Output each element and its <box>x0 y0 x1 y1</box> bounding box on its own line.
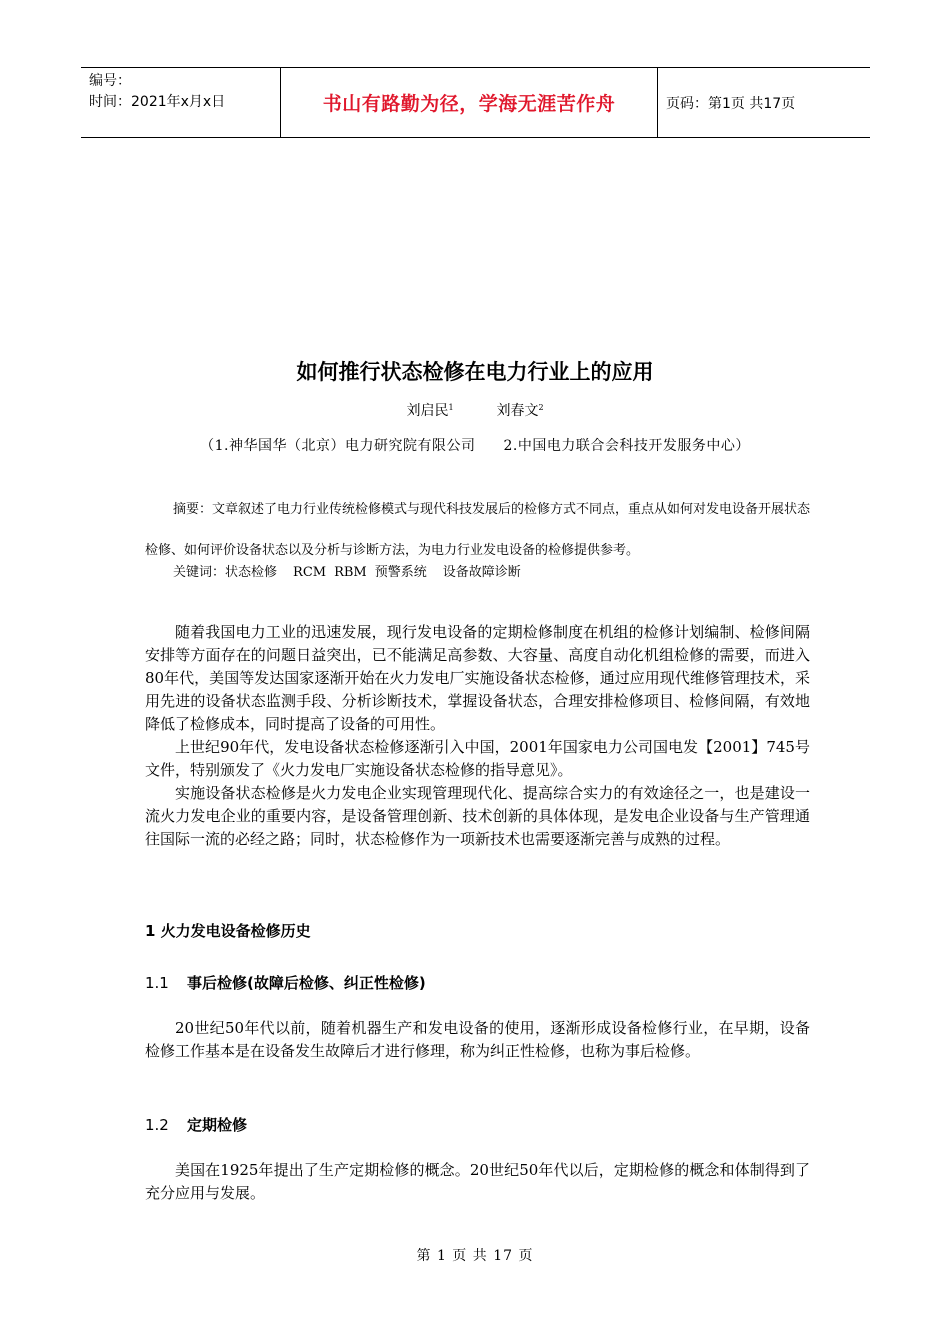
subsection-body <box>145 1017 810 1063</box>
page-footer: 第 1 页 共 17 页 <box>416 1248 534 1264</box>
abstract: 摘要：文章叙述了电力行业传统检修模式与现代科技发展后的检修方式不同点，重点从如何对发电设备开展状态检修、如何评价设备状态以及分析与诊断方法，为电力行业发电设备的检修提供参考。 <box>145 502 811 558</box>
header-motto: 书山有路勤为径，学海无涯苦作舟 <box>281 68 658 137</box>
affiliation-paren: ） <box>735 438 750 454</box>
header-meta-cell <box>81 68 281 137</box>
affiliation-second: 2.中国电力联合会科技开发服务中心 <box>503 438 736 454</box>
keyword: RBM <box>334 565 367 580</box>
subsection-title: 定期检修 <box>187 1116 248 1134</box>
header-page-info: 页码：第1页 共17页 <box>666 95 796 112</box>
author-name: 刘启民 <box>406 403 449 419</box>
author-affiliation-mark: 2 <box>538 403 544 412</box>
document-number-label: 编号： <box>89 73 131 89</box>
subsection-heading <box>145 972 426 993</box>
page-header-table <box>81 67 870 138</box>
affiliation-paren: （ <box>200 438 215 454</box>
subsection-body <box>145 1159 810 1205</box>
keywords <box>173 561 529 580</box>
paragraph: 随着我国电力工业的迅速发展，现行发电设备的定期检修制度在机组的检修计划编制、检修间隔安排等方面存在的问题日益突出，已不能满足高参数、大容量、高度自动化机组检修的需要，而进入80年代，美国等发达国家逐渐开始在火力发电厂实施设备状态检修，通过应用现代维修管理技术，采用先进的设备状态监测手段、分析诊断技术，掌握设备状态，合理安排检修项目、检修间隔，有效地降低了检修成本，同时提高了设备的可用性。 <box>145 623 810 733</box>
paragraph: 上世纪90年代，发电设备状态检修逐渐引入中国，2001年国家电力公司国电发【2001】745号文件，特别颁发了《火力发电厂实施设备状态检修的指导意见》。 <box>145 738 810 779</box>
intro-section <box>145 621 810 851</box>
document-date: 时间：2021年x月x日 <box>89 94 226 110</box>
keywords-label: 关键词： <box>173 565 226 580</box>
subsection-number: 1.2 <box>145 1116 169 1134</box>
affiliation-first: 1.神华国华（北京）电力研究院有限公司 <box>214 438 476 454</box>
author-line <box>0 400 950 420</box>
article-title: 如何推行状态检修在电力行业上的应用 <box>296 360 654 384</box>
section-heading: 1 火力发电设备检修历史 <box>145 922 311 940</box>
subsection-title: 事后检修(故障后检修、纠正性检修) <box>187 974 426 992</box>
keyword: RCM <box>293 565 327 580</box>
paragraph: 美国在1925年提出了生产定期检修的概念。20世纪50年代以后，定期检修的概念和体制得到了充分应用与发展。 <box>145 1161 810 1202</box>
keyword: 预警系统 <box>374 565 427 580</box>
paragraph: 实施设备状态检修是火力发电企业实现管理现代化、提高综合实力的有效途径之一，也是建设一流火力发电企业的重要内容，是设备管理创新、技术创新的具体体现，是发电企业设备与生产管理通往国际一流的必经之路；同时，状态检修作为一项新技术也需要逐渐完善与成熟的过程。 <box>145 784 810 848</box>
subsection-heading <box>145 1114 247 1135</box>
keyword: 状态检修 <box>225 565 278 580</box>
subsection-number: 1.1 <box>145 974 169 992</box>
affiliation-line <box>0 435 950 455</box>
author-name: 刘春文 <box>496 403 539 419</box>
author-affiliation-mark: 1 <box>448 403 454 412</box>
paragraph: 20世纪50年代以前，随着机器生产和发电设备的使用，逐渐形成设备检修行业，在早期，设备检修工作基本是在设备发生故障后才进行修理，称为纠正性检修，也称为事后检修。 <box>145 1019 810 1060</box>
keyword: 设备故障诊断 <box>442 565 521 580</box>
